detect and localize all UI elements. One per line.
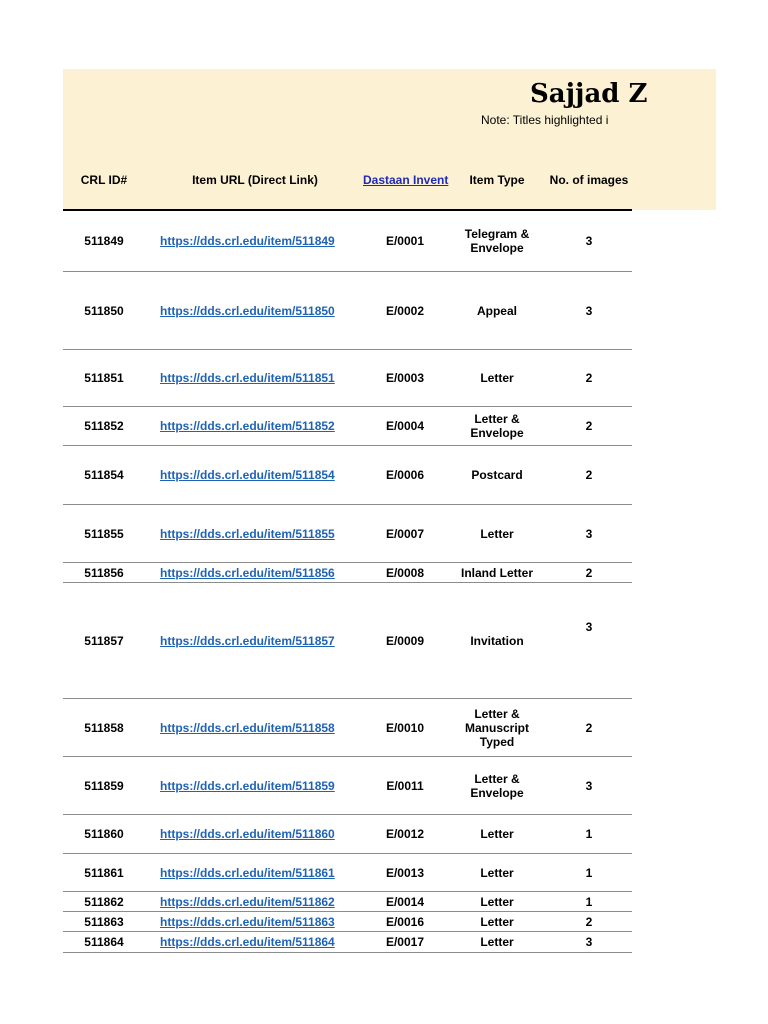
item-url-link[interactable]: https://dds.crl.edu/item/511857: [160, 633, 335, 648]
table-row: [63, 932, 632, 953]
item-type-cell: Letter: [480, 865, 514, 880]
item-type-cell: Letter: [480, 371, 514, 385]
inventory-cell: E/0013: [385, 865, 425, 880]
item-url-link[interactable]: https://dds.crl.edu/item/511860: [160, 827, 335, 841]
table-row: [63, 407, 632, 446]
inventory-cell: E/0001: [385, 234, 425, 248]
item-url-cell: [160, 583, 350, 698]
item-url-cell: [160, 854, 350, 891]
item-type-cell: Letter & Envelope: [470, 412, 524, 440]
item-url-link[interactable]: https://dds.crl.edu/item/511854: [160, 468, 335, 482]
crl-id-cell: 511861: [84, 865, 124, 880]
image-count-cell: 2: [585, 371, 593, 385]
table-row: [63, 699, 632, 757]
table-row: [63, 912, 632, 932]
crl-id-cell: 511852: [84, 419, 124, 433]
item-url-cell: [160, 505, 350, 562]
item-type-cell: Letter: [480, 935, 514, 949]
item-url-link[interactable]: https://dds.crl.edu/item/511863: [160, 914, 335, 929]
image-count-cell: 1: [585, 865, 593, 880]
item-type-cell: Letter & Manuscript Typed: [464, 706, 529, 749]
inventory-cell: E/0009: [385, 633, 425, 648]
item-type-cell: Letter: [480, 894, 514, 909]
crl-id-cell: 511857: [84, 633, 124, 648]
inventory-cell: E/0007: [385, 526, 425, 541]
item-type-cell: Invitation: [470, 633, 524, 648]
image-count-cell: 3: [585, 234, 593, 248]
inventory-cell: E/0008: [385, 565, 425, 580]
table-row: [63, 563, 632, 583]
image-count-cell: 2: [585, 468, 593, 482]
image-count-cell: 2: [585, 914, 593, 929]
crl-id-cell: 511854: [84, 468, 124, 482]
crl-id-cell: 511864: [84, 935, 124, 949]
inventory-cell: E/0006: [385, 468, 425, 482]
item-url-cell: [160, 563, 350, 582]
item-type-cell: Letter: [480, 827, 514, 841]
table-row: [63, 211, 632, 272]
item-url-cell: [160, 912, 350, 931]
item-type-cell: Telegram & Envelope: [464, 227, 530, 255]
inventory-cell: E/0004: [385, 419, 425, 433]
crl-id-cell: 511860: [84, 827, 124, 841]
item-url-cell: [160, 932, 350, 952]
table-row: [63, 272, 632, 350]
image-count-cell: 3: [585, 303, 593, 318]
table-row: [63, 757, 632, 815]
item-type-cell: Inland Letter: [460, 565, 533, 580]
crl-id-cell: 511856: [84, 565, 124, 580]
image-count-cell: 2: [585, 720, 593, 735]
image-count-cell: 3: [585, 526, 593, 541]
item-url-link[interactable]: https://dds.crl.edu/item/511850: [160, 303, 335, 318]
item-url-cell: [160, 407, 350, 445]
table-row: [63, 350, 632, 407]
column-header-inventory-link[interactable]: Dastaan Invent: [363, 173, 449, 187]
column-header-item-type[interactable]: Item Type: [469, 173, 525, 187]
item-url-link[interactable]: https://dds.crl.edu/item/511858: [160, 720, 335, 735]
item-url-link[interactable]: https://dds.crl.edu/item/511849: [160, 234, 335, 248]
crl-id-cell: 511851: [84, 371, 124, 385]
inventory-cell: E/0012: [385, 827, 425, 841]
highlight-note: Note: Titles highlighted i: [481, 113, 609, 127]
table-row: [63, 892, 632, 912]
crl-id-cell: 511858: [84, 720, 124, 735]
table-row: [63, 446, 632, 505]
item-url-cell: [160, 757, 350, 814]
item-url-cell: [160, 350, 350, 406]
image-count-cell: 2: [585, 565, 593, 580]
table-row: [63, 854, 632, 892]
item-url-link[interactable]: https://dds.crl.edu/item/511855: [160, 526, 335, 541]
image-count-cell: 1: [585, 894, 593, 909]
image-count-cell: 1: [585, 827, 593, 841]
item-url-link[interactable]: https://dds.crl.edu/item/511856: [160, 565, 335, 580]
crl-id-cell: 511859: [84, 778, 124, 793]
page-title: Sajjad Z: [530, 79, 648, 109]
item-url-link[interactable]: https://dds.crl.edu/item/511861: [160, 865, 335, 880]
column-header-item-url[interactable]: Item URL (Direct Link): [192, 173, 318, 187]
column-header-crl-id[interactable]: CRL ID#: [80, 173, 128, 187]
item-type-cell: Letter: [480, 526, 514, 541]
item-url-link[interactable]: https://dds.crl.edu/item/511862: [160, 894, 335, 909]
inventory-cell: E/0003: [385, 371, 425, 385]
inventory-cell: E/0017: [385, 935, 425, 949]
item-url-cell: [160, 211, 350, 271]
crl-id-cell: 511863: [84, 914, 124, 929]
column-header-images[interactable]: No. of images: [549, 173, 629, 187]
item-url-cell: [160, 815, 350, 853]
image-count-cell: 3: [585, 935, 593, 949]
crl-id-cell: 511849: [84, 234, 124, 248]
item-type-cell: Letter & Envelope: [470, 771, 524, 800]
inventory-cell: E/0010: [385, 720, 425, 735]
item-url-cell: [160, 272, 350, 349]
item-url-link[interactable]: https://dds.crl.edu/item/511859: [160, 778, 335, 793]
table-row: [63, 583, 632, 699]
crl-id-cell: 511862: [84, 894, 124, 909]
item-type-cell: Appeal: [476, 303, 517, 318]
item-url-cell: [160, 699, 350, 756]
image-count-cell: 3: [585, 619, 593, 634]
crl-id-cell: 511850: [84, 303, 124, 318]
item-url-cell: [160, 446, 350, 504]
inventory-cell: E/0002: [385, 303, 425, 318]
image-count-cell: 2: [585, 419, 593, 433]
inventory-cell: E/0014: [385, 894, 425, 909]
item-type-cell: Letter: [480, 914, 514, 929]
image-count-cell: 3: [585, 778, 593, 793]
item-url-link[interactable]: https://dds.crl.edu/item/511852: [160, 419, 335, 433]
crl-id-cell: 511855: [84, 526, 124, 541]
table-row: [63, 505, 632, 563]
table-row: [63, 815, 632, 854]
inventory-cell: E/0011: [386, 778, 424, 793]
item-type-cell: Postcard: [471, 468, 523, 482]
inventory-cell: E/0016: [385, 914, 425, 929]
item-url-cell: [160, 892, 350, 911]
item-url-link[interactable]: https://dds.crl.edu/item/511864: [160, 935, 335, 949]
item-url-link[interactable]: https://dds.crl.edu/item/511851: [160, 371, 335, 385]
